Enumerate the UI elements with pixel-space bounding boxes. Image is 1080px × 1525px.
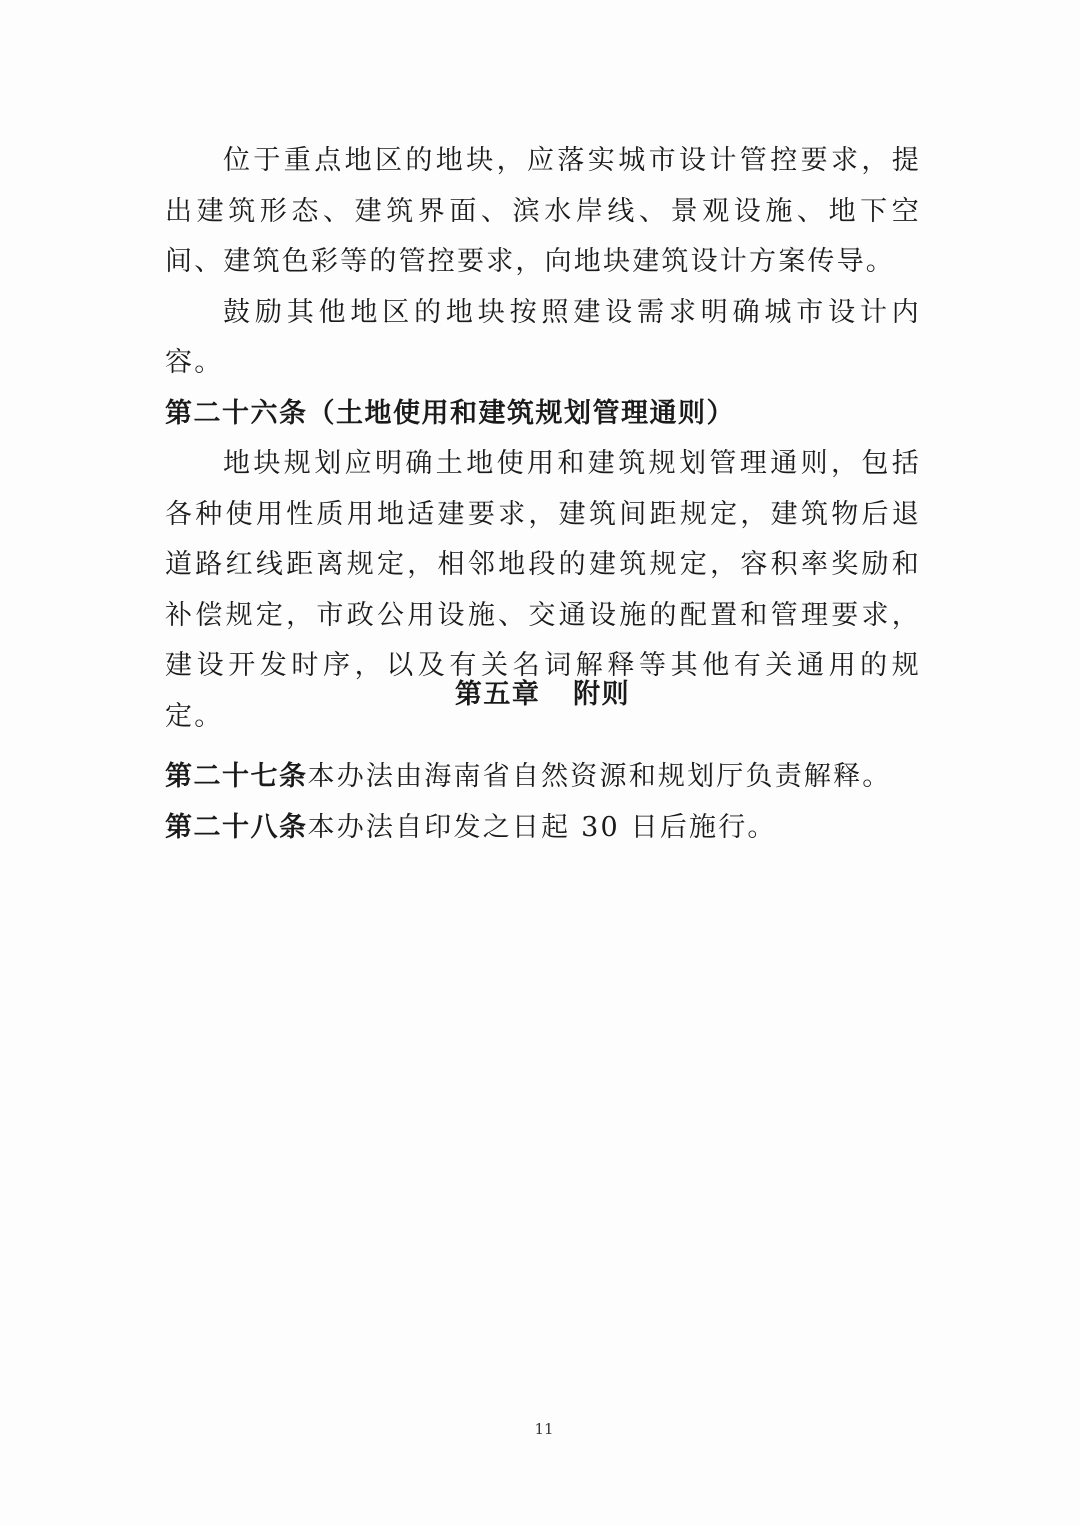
article-28 bbox=[165, 803, 921, 854]
page-number: 11 bbox=[534, 1420, 554, 1438]
article-28-label: 第二十八条 bbox=[165, 811, 308, 843]
chapter-title: 第五章 附则 bbox=[454, 679, 631, 710]
article-27 bbox=[165, 752, 921, 803]
article-26-body: 地块规划应明确土地使用和建筑规划管理通则，包括各种使用性质用地适建要求，建筑间距规定，建筑物后退道路红线距离规定，相邻地段的建筑规定，容积率奖励和补偿规定，市政公用设施、交通设施的配置和管理要求，建设开发时序，以及有关名词解释等其他有关通用的规定。 bbox=[165, 448, 921, 732]
paragraph-urban-design-key-areas: 位于重点地区的地块，应落实城市设计管控要求，提出建筑形态、建筑界面、滨水岸线、景观设施、地下空间、建筑色彩等的管控要求，向地块建筑设计方案传导。 bbox=[165, 145, 921, 277]
main-text-block bbox=[165, 136, 921, 742]
article-27-text: 本办法由海南省自然资源和规划厅负责解释。 bbox=[307, 761, 892, 792]
article-27-label: 第二十七条 bbox=[165, 761, 308, 792]
paragraph-urban-design-other-areas: 鼓励其他地区的地块按照建设需求明确城市设计内容。 bbox=[165, 296, 921, 378]
article-26-heading: 第二十六条（土地使用和建筑规划管理通则） bbox=[165, 397, 735, 429]
appendix-articles bbox=[165, 752, 921, 853]
article-28-text: 本办法自印发之日起 30 日后施行。 bbox=[307, 811, 777, 843]
